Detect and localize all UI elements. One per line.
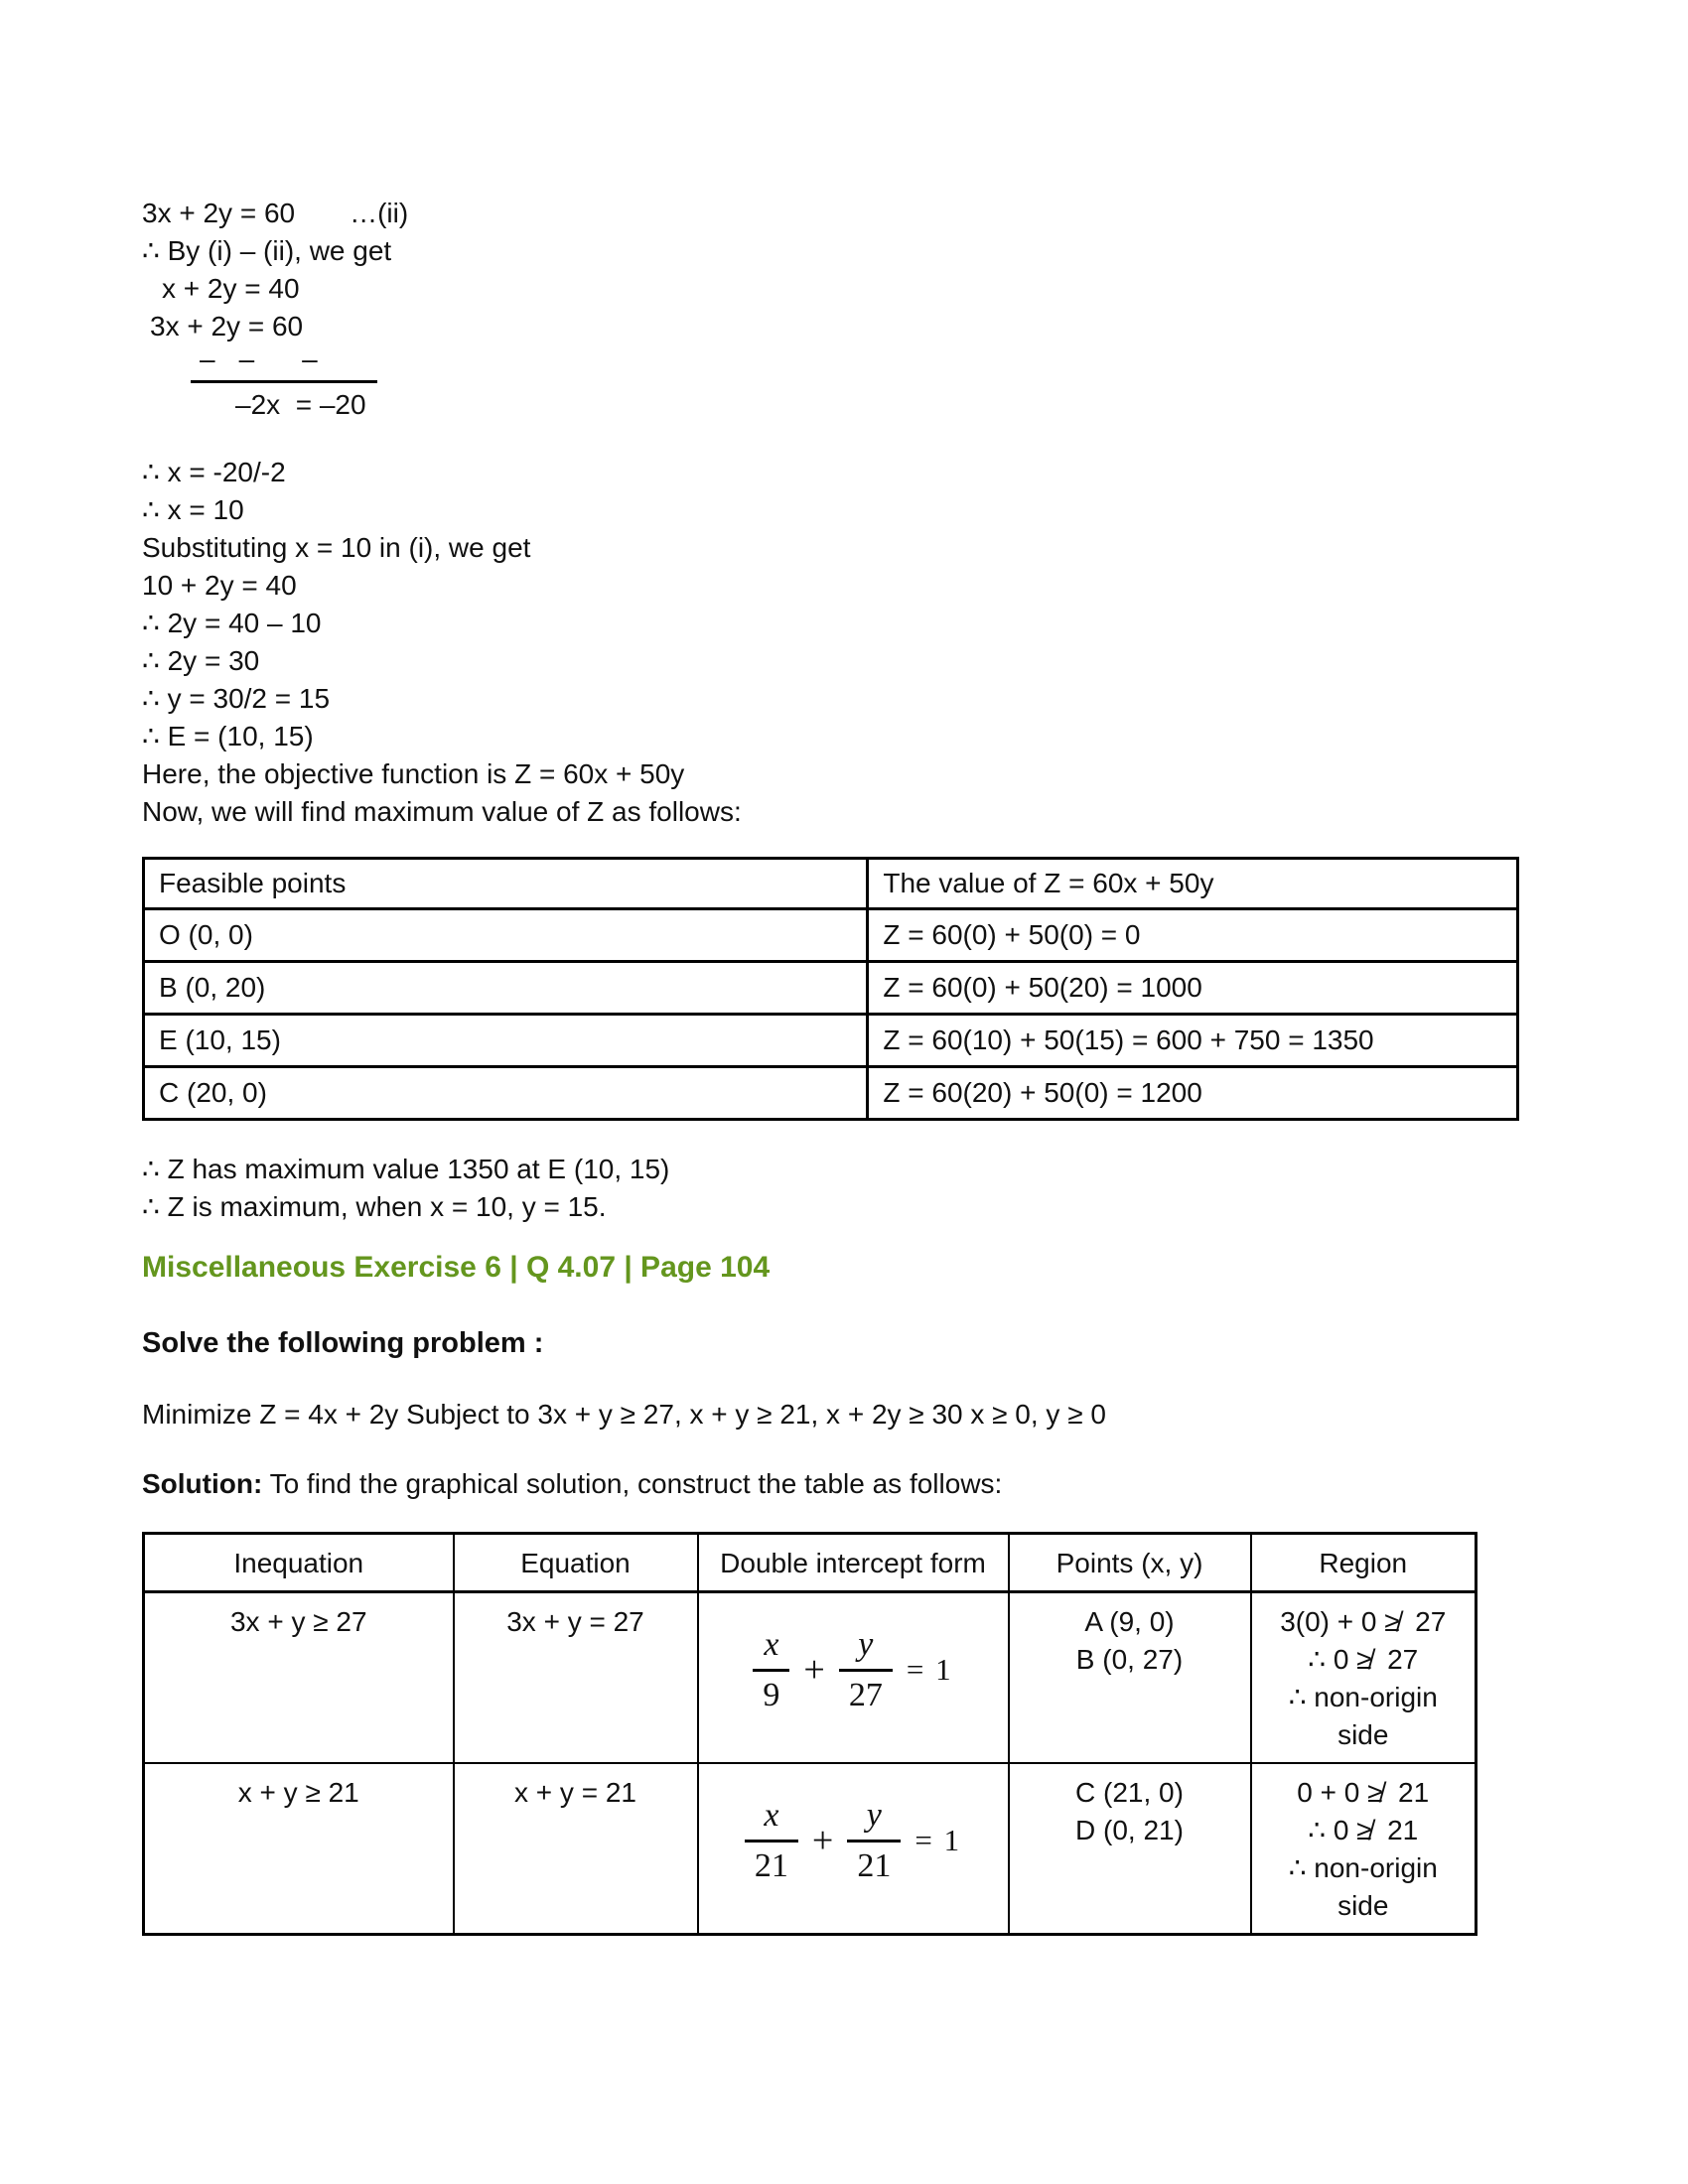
- table-cell: Z = 60(0) + 50(20) = 1000: [868, 962, 1518, 1015]
- table-header-row: [144, 859, 1518, 909]
- table-cell: B (0, 20): [144, 962, 868, 1015]
- region-cell: [1251, 1592, 1477, 1764]
- header-equation: Equation: [454, 1534, 698, 1592]
- region-line: side: [1337, 1719, 1389, 1750]
- table-row: [144, 1763, 1477, 1935]
- table-row: [144, 1015, 1518, 1067]
- points-cell: [1009, 1592, 1251, 1764]
- fraction: [847, 1797, 901, 1885]
- plus-sign: +: [803, 1649, 825, 1691]
- point-line: B (0, 27): [1075, 1644, 1184, 1675]
- step-line: ∴ x = -20/-2: [142, 457, 286, 487]
- table-cell: O (0, 0): [144, 909, 868, 962]
- intercept-equation: [705, 1774, 1002, 1903]
- region-lines: [1258, 1774, 1470, 1925]
- header-double-intercept: Double intercept form: [698, 1534, 1009, 1592]
- point-line: D (0, 21): [1075, 1815, 1184, 1845]
- step-line: ∴ E = (10, 15): [142, 721, 314, 751]
- table-row: [144, 1592, 1477, 1764]
- solution-label: Solution:: [142, 1468, 263, 1499]
- table-cell: E (10, 15): [144, 1015, 868, 1067]
- equation-block: [142, 195, 1532, 424]
- fraction-numerator: y: [847, 1797, 901, 1843]
- inequation-cell: x + y ≥ 21: [144, 1763, 454, 1935]
- fraction-denominator: 9: [763, 1676, 780, 1713]
- step-line: Substituting x = 10 in (i), we get: [142, 532, 531, 563]
- region-line: ∴ non-origin: [1288, 1682, 1438, 1712]
- region-line: ∴ 0 ≱ 21: [1308, 1815, 1419, 1845]
- z-value-table: [142, 857, 1519, 1121]
- conclusion-line: ∴ Z has maximum value 1350 at E (10, 15): [142, 1154, 670, 1184]
- points-lines: [1016, 1774, 1244, 1849]
- table-cell: C (20, 0): [144, 1067, 868, 1120]
- fraction-denominator: 21: [857, 1846, 892, 1884]
- point-line: A (9, 0): [1084, 1606, 1175, 1637]
- minus-sign: –: [302, 343, 318, 374]
- table-row: [144, 909, 1518, 962]
- table-cell: Z = 60(10) + 50(15) = 600 + 750 = 1350: [868, 1015, 1518, 1067]
- equation-line: [142, 195, 1532, 232]
- subtraction-signs-row: [142, 345, 1532, 373]
- problem-heading: Solve the following problem :: [142, 1327, 544, 1359]
- points-lines: [1016, 1603, 1244, 1679]
- inequation-cell: 3x + y ≥ 27: [144, 1592, 454, 1764]
- minus-sign: –: [238, 343, 255, 374]
- equation-line: ∴ By (i) – (ii), we get: [142, 235, 392, 266]
- equation-ref: …(ii): [350, 198, 409, 228]
- equation-line: 3x + 2y = 60: [150, 311, 304, 341]
- step-line: 10 + 2y = 40: [142, 570, 297, 601]
- fraction: [745, 1797, 798, 1885]
- region-line: 0 + 0 ≱ 21: [1297, 1777, 1430, 1808]
- fraction-numerator: x: [753, 1626, 789, 1672]
- region-line: ∴ non-origin: [1288, 1852, 1438, 1883]
- intercept-equation: [705, 1603, 1002, 1732]
- subtraction-rule: [191, 380, 377, 383]
- equation-cell: x + y = 21: [454, 1763, 698, 1935]
- equals-one: = 1: [906, 1652, 953, 1687]
- step-line: Now, we will find maximum value of Z as follows:: [142, 796, 742, 827]
- header-inequation: Inequation: [144, 1534, 454, 1592]
- equation-result: –2x = –20: [235, 389, 366, 420]
- table-row: [144, 1067, 1518, 1120]
- header-feasible-points: Feasible points: [144, 859, 868, 909]
- conclusion-line: ∴ Z is maximum, when x = 10, y = 15.: [142, 1191, 607, 1222]
- header-region: Region: [1251, 1534, 1477, 1592]
- table-header-row: [144, 1534, 1477, 1592]
- document-page: [142, 195, 1532, 1936]
- region-line: 3(0) + 0 ≱ 27: [1280, 1606, 1447, 1637]
- fraction-numerator: x: [745, 1797, 798, 1843]
- exercise-heading: Miscellaneous Exercise 6 | Q 4.07 | Page 104: [142, 1251, 771, 1284]
- region-line: side: [1337, 1890, 1389, 1921]
- header-points: Points (x, y): [1009, 1534, 1251, 1592]
- solution-steps: [142, 454, 1532, 831]
- fraction-numerator: y: [839, 1626, 893, 1672]
- problem-statement: Minimize Z = 4x + 2y Subject to 3x + y ≥ 27, x + y ≥ 21, x + 2y ≥ 30 x ≥ 0, y ≥ 0: [142, 1399, 1106, 1430]
- fraction: [753, 1626, 789, 1714]
- equation-cell: 3x + y = 27: [454, 1592, 698, 1764]
- table-cell: Z = 60(0) + 50(0) = 0: [868, 909, 1518, 962]
- intercept-cell: [698, 1592, 1009, 1764]
- region-lines: [1258, 1603, 1470, 1754]
- equation-text: 3x + 2y = 60: [142, 198, 296, 228]
- fraction-denominator: 21: [754, 1846, 788, 1884]
- equation-line: x + 2y = 40: [162, 273, 300, 304]
- region-line: ∴ 0 ≱ 27: [1308, 1644, 1419, 1675]
- equals-one: = 1: [914, 1823, 962, 1857]
- plus-sign: +: [811, 1820, 834, 1861]
- step-line: Here, the objective function is Z = 60x + 50y: [142, 758, 685, 789]
- construction-table: [142, 1532, 1477, 1936]
- region-cell: [1251, 1763, 1477, 1935]
- solution-intro: To find the graphical solution, construct the table as follows:: [262, 1468, 1003, 1499]
- step-line: ∴ y = 30/2 = 15: [142, 683, 331, 714]
- fraction-denominator: 27: [848, 1676, 883, 1713]
- conclusion-block: [142, 1151, 1532, 1226]
- table-row: [144, 962, 1518, 1015]
- header-z-value: The value of Z = 60x + 50y: [868, 859, 1518, 909]
- table-cell: Z = 60(20) + 50(0) = 1200: [868, 1067, 1518, 1120]
- step-line: ∴ 2y = 40 – 10: [142, 608, 322, 638]
- step-line: ∴ x = 10: [142, 494, 244, 525]
- fraction: [839, 1626, 893, 1714]
- solution-intro-line: [142, 1464, 1532, 1504]
- points-cell: [1009, 1763, 1251, 1935]
- point-line: C (21, 0): [1075, 1777, 1184, 1808]
- intercept-cell: [698, 1763, 1009, 1935]
- minus-sign: –: [200, 343, 215, 374]
- step-line: ∴ 2y = 30: [142, 645, 260, 676]
